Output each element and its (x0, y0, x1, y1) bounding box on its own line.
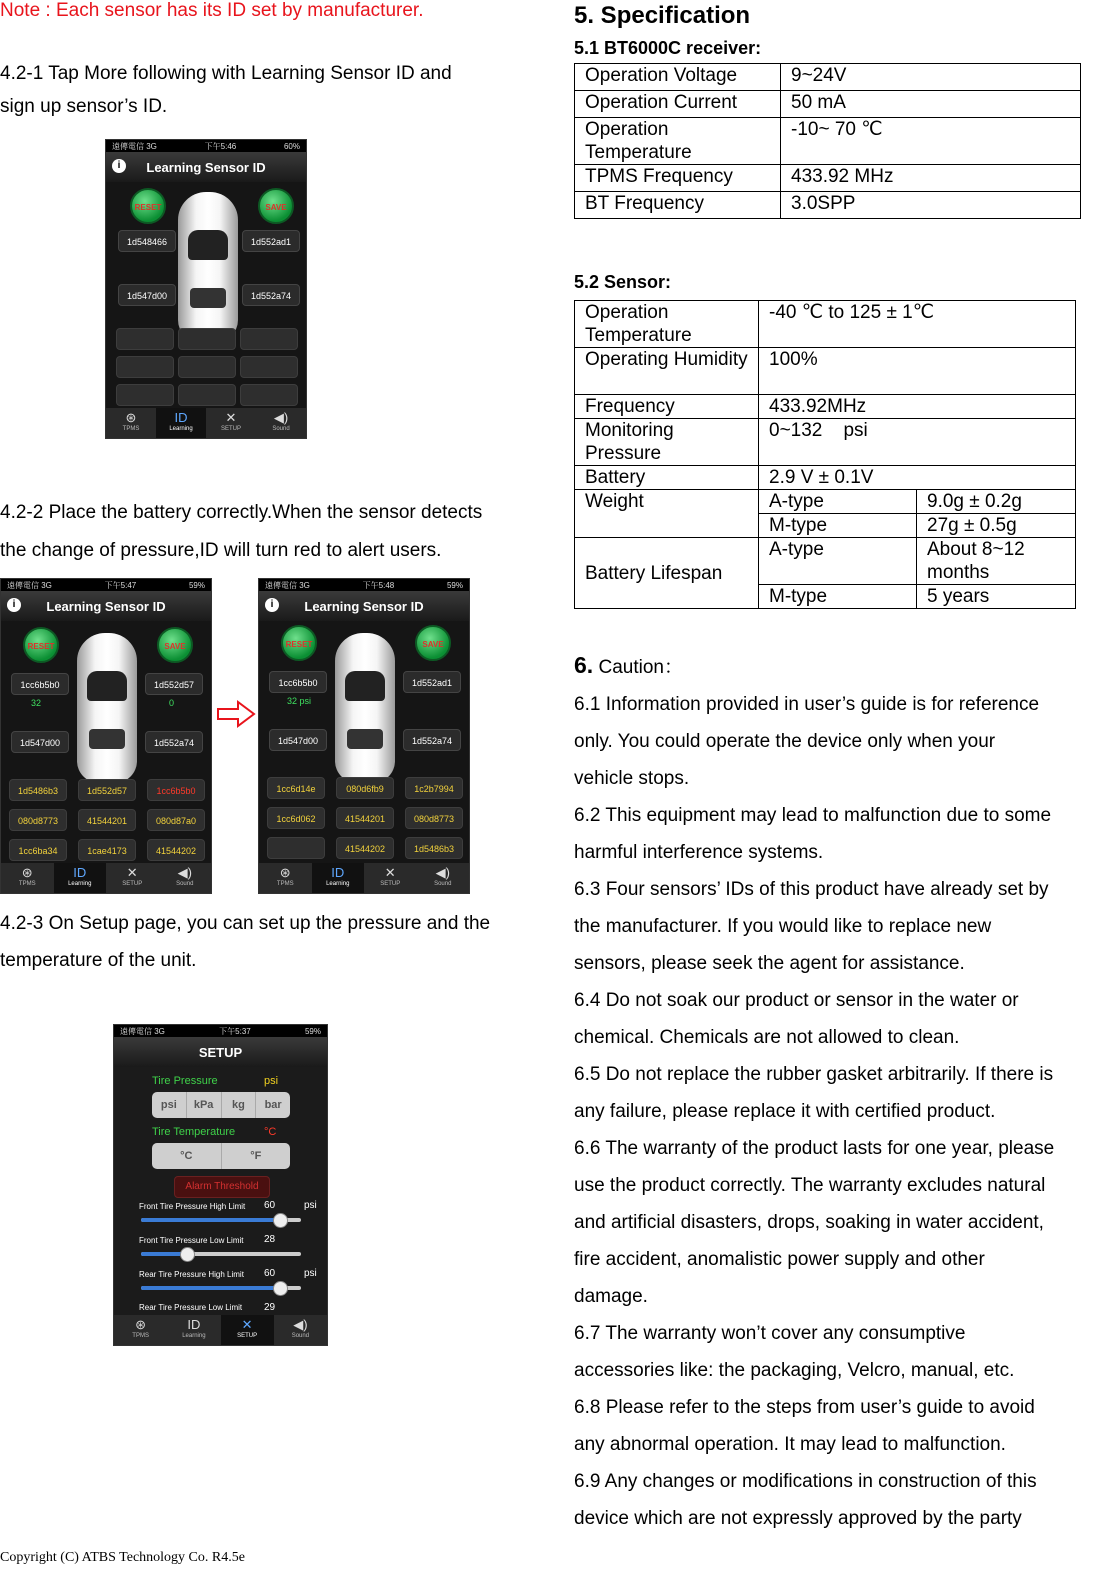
sensor-cell[interactable]: 41544201 (78, 809, 136, 831)
step-4-2-3-line1: 4.2-3 On Setup page, you can set up the pressure and the (0, 913, 491, 934)
table-row: M-type 27g ± 0.5g (575, 514, 1076, 538)
unit-option-kpa[interactable]: kPa (187, 1092, 222, 1118)
tools-icon: ✕ (241, 1317, 253, 1332)
table-row: Operation Voltage 9~24V (575, 64, 1081, 91)
tab-bar (114, 1315, 327, 1345)
speaker-icon: ◀) (435, 865, 450, 880)
sensor-id-rear-left[interactable]: 1d547d00 (118, 284, 176, 306)
spare-slot[interactable] (116, 356, 174, 378)
sensor-id-rear-left[interactable]: 1d547d00 (11, 731, 69, 753)
sensor-id-rear-right[interactable]: 1d552a74 (403, 729, 461, 751)
front-high-slider[interactable] (141, 1218, 301, 1222)
spare-slot[interactable] (116, 328, 174, 350)
tab-learning[interactable]: ID Learning (167, 1315, 220, 1345)
caution-line: 6.7 The warranty won’t cover any consumptive (574, 1323, 966, 1344)
sensor-spec-table (574, 300, 1076, 609)
sensor-cell[interactable]: 1d5486b3 (405, 837, 463, 859)
front-low-label: Front Tire Pressure Low Limit (139, 1236, 244, 1245)
tire-icon: ⊛ (21, 865, 33, 880)
rear-high-value: 60 (264, 1268, 276, 1279)
status-bar: 遠傳電信 3G 下午5:37 59% (114, 1025, 327, 1037)
alarm-threshold-button[interactable]: Alarm Threshold (174, 1176, 270, 1198)
spare-slot[interactable] (178, 384, 236, 406)
temperature-unit-selector[interactable] (152, 1143, 290, 1169)
tire-temperature-label: Tire Temperature (152, 1126, 236, 1138)
caution-line: 6.3 Four sensors’ IDs of this product have already set by (574, 879, 1049, 900)
save-button[interactable]: SAVE (258, 188, 294, 224)
sensor-cell[interactable] (267, 837, 325, 859)
slider-knob[interactable] (180, 1247, 195, 1262)
tab-bar (106, 408, 306, 438)
manufacturer-note: Note : Each sensor has its ID set by manufacturer. (0, 0, 424, 21)
sensor-cell[interactable]: 1cae4173 (78, 839, 136, 861)
id-icon: ID (174, 410, 188, 425)
slider-knob[interactable] (273, 1213, 288, 1228)
sensor-cell[interactable]: 41544202 (336, 837, 394, 859)
spec-heading: 5. Specification (574, 2, 751, 29)
spare-slot[interactable] (240, 356, 298, 378)
car-icon (335, 633, 395, 783)
table-row: Battery Lifespan A-type About 8~12 months (575, 538, 1076, 585)
speaker-icon: ◀) (293, 1317, 308, 1332)
sensor-cell[interactable]: 1cc6d14e (267, 777, 325, 799)
speaker-icon: ◀) (273, 410, 289, 425)
caution-line: any abnormal operation. It may lead to malfunction. (574, 1434, 1006, 1455)
screen-title: Learning Sensor ID (106, 152, 306, 182)
screen-title: SETUP (114, 1037, 327, 1067)
front-low-slider[interactable] (141, 1252, 301, 1256)
caution-list (574, 686, 1103, 1537)
front-low-value: 28 (264, 1234, 276, 1245)
pressure-value: 32 psi (287, 696, 312, 706)
tab-setup[interactable]: ✕ SETUP (106, 863, 159, 893)
caution-line: 6.1 Information provided in user’s guide is for reference (574, 694, 1040, 715)
rear-high-slider[interactable] (141, 1286, 301, 1290)
caution-line: 6.6 The warranty of the product lasts for one year, please (574, 1138, 1055, 1159)
table-row: TPMS Frequency 433.92 MHz (575, 165, 1081, 192)
rear-high-unit: psi (304, 1268, 317, 1279)
sensor-cell[interactable]: 1c2b7994 (405, 777, 463, 799)
sensor-cell[interactable]: 080d87a0 (147, 809, 205, 831)
sensor-id-front-left[interactable]: 1d548466 (118, 230, 176, 252)
id-icon: ID (331, 865, 345, 880)
status-bar: 遠傳電信 3G 下午5:47 59% (1, 579, 211, 591)
front-high-value: 60 (264, 1200, 276, 1211)
reset-button[interactable]: RESET (281, 625, 317, 661)
tab-bar (1, 863, 211, 893)
sensor-id-front-right[interactable]: 1d552ad1 (242, 230, 300, 252)
rear-high-label: Rear Tire Pressure High Limit (139, 1270, 244, 1279)
tab-setup[interactable]: ✕ SETUP (206, 408, 256, 438)
slider-fill (141, 1218, 279, 1222)
sensor-cell[interactable]: 080d8773 (405, 807, 463, 829)
tab-bar (259, 863, 469, 893)
status-bar: 遠傳電信 3G 下午5:48 59% (259, 579, 469, 591)
table-row: Frequency 433.92MHz (575, 395, 1076, 419)
caution-line: 6.2 This equipment may lead to malfunction due to some (574, 805, 1052, 826)
tab-sound[interactable]: ◀) Sound (256, 408, 306, 438)
pressure-unit-selector[interactable] (152, 1092, 290, 1118)
caution-line: 6.8 Please refer to the steps from user’s guide to avoid (574, 1397, 1035, 1418)
caution-line: damage. (574, 1286, 648, 1307)
sensor-id-front-left[interactable]: 1cc6b5b0 (11, 673, 69, 695)
caution-line: device which are not expressly approved by the party (574, 1508, 1022, 1529)
status-bar: 遠傳電信 3G 下午5:46 60% (106, 140, 306, 152)
table-row: BT Frequency 3.0SPP (575, 192, 1081, 219)
unit-option-celsius[interactable]: °C (152, 1143, 222, 1169)
sensor-cell[interactable]: 41544201 (336, 807, 394, 829)
sensor-cell[interactable]: 080d8773 (9, 809, 67, 831)
step-4-2-3-line2: temperature of the unit. (0, 950, 197, 971)
sensor-id-rear-right[interactable]: 1d552a74 (242, 284, 300, 306)
tools-icon: ✕ (225, 410, 237, 425)
caution-line: chemical. Chemicals are not allowed to clean. (574, 1027, 960, 1048)
speaker-icon: ◀) (177, 865, 192, 880)
sensor-cell[interactable]: 1cc6ba34 (9, 839, 67, 861)
sensor-cell[interactable]: 1d552d57 (78, 779, 136, 801)
sensor-cell[interactable]: 41544202 (147, 839, 205, 861)
slider-fill (141, 1286, 279, 1290)
front-high-unit: psi (304, 1200, 317, 1211)
front-high-label: Front Tire Pressure High Limit (139, 1202, 246, 1211)
tab-setup[interactable]: ✕ SETUP (364, 863, 417, 893)
sensor-heading: 5.2 Sensor: (574, 272, 672, 292)
tab-setup[interactable]: ✕ SETUP (221, 1315, 274, 1345)
sensor-cell[interactable]: 1d5486b3 (9, 779, 67, 801)
caution-line: use the product correctly. The warranty excludes natural (574, 1175, 1046, 1196)
table-row: Operation Temperature -10~ 70 ℃ (575, 118, 1081, 165)
reset-button[interactable]: RESET (130, 188, 166, 224)
caution-line: and artificial disasters, drops, soaking in water accident, (574, 1212, 1044, 1233)
spare-slot[interactable] (240, 384, 298, 406)
sensor-cell[interactable]: 080d6fb9 (336, 777, 394, 799)
tire-icon: ⊛ (125, 410, 137, 425)
tab-learning[interactable]: ID Learning (312, 863, 365, 893)
sensor-cell[interactable]: 1cc6d062 (267, 807, 325, 829)
tab-sound[interactable]: ◀) Sound (274, 1315, 327, 1345)
pressure-value: 0 (169, 698, 175, 708)
caution-line: vehicle stops. (574, 768, 690, 789)
step-4-2-2-line1: 4.2-2 Place the battery correctly.When the sensor detects (0, 502, 483, 523)
info-icon[interactable]: i (7, 598, 21, 612)
caution-line: any failure, please replace it with certified product. (574, 1101, 996, 1122)
sensor-id-front-right[interactable]: 1d552d57 (145, 673, 203, 695)
sensor-id-rear-left[interactable]: 1d547d00 (269, 729, 327, 751)
receiver-spec-table (574, 63, 1081, 219)
learning-screen-2 (0, 578, 212, 894)
caution-line: 6.4 Do not soak our product or sensor in the water or (574, 990, 1019, 1011)
sensor-id-front-right[interactable]: 1d552ad1 (403, 671, 461, 693)
tab-tpms[interactable]: ⊛ TPMS (114, 1315, 167, 1345)
tab-learning[interactable]: ID Learning (156, 408, 206, 438)
caution-line: fire accident, anomalistic power supply and other (574, 1249, 985, 1270)
temperature-unit-value: °C (264, 1126, 277, 1138)
spare-slot[interactable] (178, 356, 236, 378)
pressure-unit-value: psi (264, 1075, 279, 1087)
sensor-cell-alert[interactable]: 1cc6b5b0 (147, 779, 205, 801)
info-icon[interactable]: i (265, 598, 279, 612)
table-row: Operating Humidity 100% (575, 348, 1076, 395)
copyright-footer: Copyright (C) ATBS Technology Co. R4.5e (0, 1550, 245, 1565)
tools-icon: ✕ (384, 865, 396, 880)
setup-screen (113, 1024, 328, 1346)
spare-slot[interactable] (178, 328, 236, 350)
unit-option-psi[interactable]: psi (152, 1092, 187, 1118)
car-icon (77, 633, 137, 783)
tab-sound[interactable]: ◀) Sound (417, 863, 470, 893)
learning-screen-1 (105, 139, 307, 439)
sensor-id-front-left[interactable]: 1cc6b5b0 (269, 671, 327, 693)
screen-title: Learning Sensor ID (259, 591, 469, 621)
table-row: Battery 2.9 V ± 0.1V (575, 466, 1076, 490)
unit-option-kg[interactable]: kg (222, 1092, 257, 1118)
tire-pressure-label: Tire Pressure (152, 1075, 218, 1087)
receiver-heading: 5.1 BT6000C receiver: (574, 38, 762, 58)
caution-line: the manufacturer. If you would like to replace new (574, 916, 992, 937)
table-row: Weight A-type 9.0g ± 0.2g (575, 490, 1076, 514)
slider-knob[interactable] (273, 1281, 288, 1296)
caution-line: accessories like: the packaging, Velcro, manual, etc. (574, 1360, 1015, 1381)
step-4-2-1-line2: sign up sensor’s ID. (0, 96, 168, 117)
unit-option-bar[interactable]: bar (264, 1099, 282, 1111)
pressure-value: 32 (31, 698, 42, 708)
id-icon: ID (73, 865, 87, 880)
rear-low-label: Rear Tire Pressure Low Limit (139, 1303, 243, 1312)
table-row: M-type 5 years (575, 585, 1076, 609)
tab-sound[interactable]: ◀) Sound (159, 863, 212, 893)
rear-low-value: 29 (264, 1302, 276, 1313)
tab-tpms[interactable]: ⊛ TPMS (1, 863, 54, 893)
table-row: Operation Current 50 mA (575, 91, 1081, 118)
spare-slot[interactable] (116, 384, 174, 406)
tab-tpms[interactable]: ⊛ TPMS (106, 408, 156, 438)
unit-option-fahrenheit[interactable]: °F (250, 1150, 262, 1162)
step-4-2-2-line2: the change of pressure,ID will turn red to alert users. (0, 540, 442, 561)
arrow-right-icon (216, 700, 256, 728)
save-button[interactable]: SAVE (415, 625, 451, 661)
step-4-2-1-line1: 4.2-1 Tap More following with Learning Sensor ID and (0, 63, 452, 84)
caution-line: sensors, please seek the agent for assistance. (574, 953, 965, 974)
tire-icon: ⊛ (279, 865, 291, 880)
id-icon: ID (187, 1317, 201, 1332)
spare-slot[interactable] (240, 328, 298, 350)
sensor-id-rear-right[interactable]: 1d552a74 (145, 731, 203, 753)
table-row: Operation Temperature -40 ℃ to 125 ± 1℃ (575, 301, 1076, 348)
caution-line: 6.9 Any changes or modifications in construction of this (574, 1471, 1037, 1492)
caution-line: harmful interference systems. (574, 842, 824, 863)
tab-learning[interactable]: ID Learning (54, 863, 107, 893)
tire-icon: ⊛ (135, 1317, 147, 1332)
save-button[interactable]: SAVE (157, 627, 193, 663)
caution-line: only. You could operate the device only when your (574, 731, 996, 752)
reset-button[interactable]: RESET (23, 627, 59, 663)
table-row: Monitoring Pressure 0~132 psi (575, 419, 1076, 466)
tab-tpms[interactable]: ⊛ TPMS (259, 863, 312, 893)
tools-icon: ✕ (126, 865, 138, 880)
car-icon (178, 192, 238, 342)
learning-screen-3 (258, 578, 470, 894)
caution-line: 6.5 Do not replace the rubber gasket arbitrarily. If there is (574, 1064, 1054, 1085)
caution-heading: 6. Caution： (574, 652, 683, 678)
screen-title: Learning Sensor ID (1, 591, 211, 621)
info-icon[interactable]: i (112, 159, 126, 173)
